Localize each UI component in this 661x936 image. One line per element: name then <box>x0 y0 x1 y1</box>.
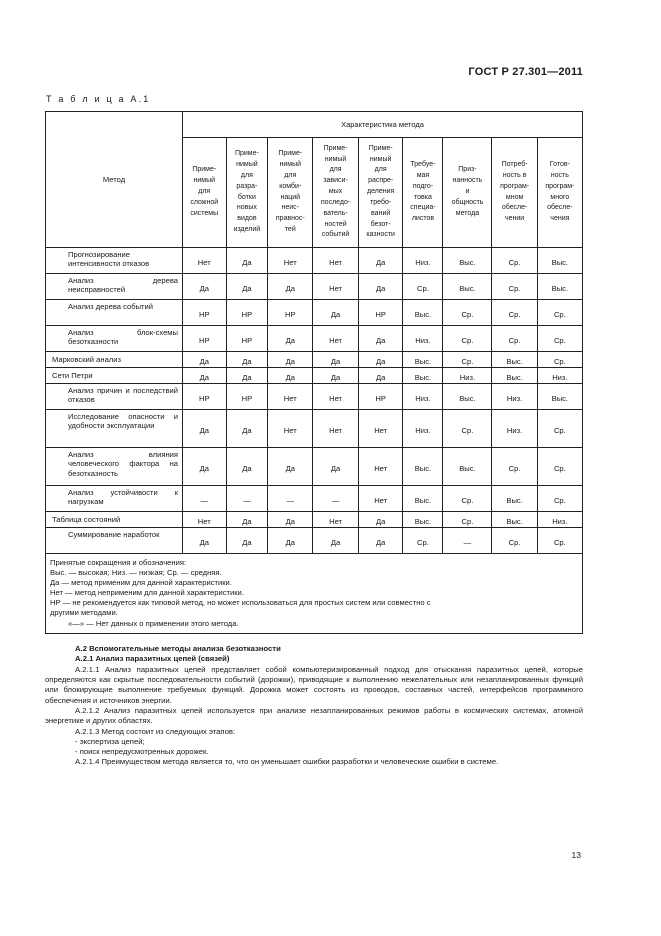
value-cell: Нет <box>358 486 403 512</box>
value-cell: Да <box>268 512 313 528</box>
value-cell: Ср. <box>492 248 537 274</box>
subsection-heading: А.2.1 Анализ паразитных цепей (связей) <box>75 654 230 664</box>
value-cell: Да <box>358 274 403 300</box>
value-cell: Нет <box>313 384 359 410</box>
value-cell: Ср. <box>443 410 492 448</box>
value-cell: Да <box>313 300 359 326</box>
value-cell: Ср. <box>443 326 492 352</box>
methods-table <box>45 111 583 634</box>
value-cell: Да <box>226 248 268 274</box>
value-cell: Выс. <box>537 274 582 300</box>
value-cell: Да <box>268 368 313 384</box>
method-cell: Прогнозирование интенсивности отказов <box>46 248 183 274</box>
table-row <box>46 410 583 448</box>
value-cell: Да <box>183 410 227 448</box>
value-cell: Да <box>313 368 359 384</box>
method-cell: Таблица состояний <box>46 512 183 528</box>
method-cell: Анализ устойчивости к нагрузкам <box>46 486 183 512</box>
value-cell: Да <box>268 528 313 554</box>
standard-code: ГОСТ Р 27.301—2011 <box>468 66 583 78</box>
value-cell: Да <box>226 352 268 368</box>
characteristics-group-header: Характеристика метода <box>183 112 583 138</box>
value-cell: Выс. <box>492 352 537 368</box>
value-cell: Да <box>268 274 313 300</box>
method-column-header: Метод <box>46 112 183 248</box>
method-cell: Сети Петри <box>46 368 183 384</box>
value-cell: Да <box>358 512 403 528</box>
value-cell: Низ. <box>537 368 582 384</box>
method-cell: Анализ дерева событий <box>46 300 183 326</box>
value-cell: Выс. <box>403 486 443 512</box>
method-cell: Анализ причин и последствий отказов <box>46 384 183 410</box>
value-cell: Ср. <box>443 300 492 326</box>
table-row <box>46 352 583 368</box>
value-cell: Ср. <box>443 512 492 528</box>
value-cell: — <box>443 528 492 554</box>
value-cell: Нет <box>183 512 227 528</box>
table-row <box>46 300 583 326</box>
value-cell: Ср. <box>492 274 537 300</box>
value-cell: Низ. <box>492 410 537 448</box>
value-cell: Выс. <box>492 486 537 512</box>
notes-line: другими методами. <box>50 608 118 618</box>
value-cell: Ср. <box>537 352 582 368</box>
notes-line: «—» — Нет данных о применении этого метода. <box>68 618 239 628</box>
value-cell: Нет <box>268 248 313 274</box>
column-header: Приз- нанность и общность метода <box>443 138 492 248</box>
value-cell: Да <box>183 368 227 384</box>
value-cell: НР <box>183 384 227 410</box>
value-cell: Нет <box>313 274 359 300</box>
value-cell: Выс. <box>492 512 537 528</box>
value-cell: Да <box>313 448 359 486</box>
column-header: Приме- нимый для распре- деления требо- ваний безот- казности <box>358 138 403 248</box>
value-cell: Да <box>358 248 403 274</box>
value-cell: Выс. <box>403 352 443 368</box>
value-cell: НР <box>358 384 403 410</box>
section-heading: А.2 Вспомогательные методы анализа безотказности <box>75 644 281 653</box>
method-cell: Исследование опасности и удобности эксплуатации <box>46 410 183 448</box>
list-item: - поиск непредусмотренных дорожек. <box>75 747 209 757</box>
column-header: Требуе- мая подго- товка специа- листов <box>403 138 443 248</box>
table-row <box>46 486 583 512</box>
value-cell: Низ. <box>403 248 443 274</box>
value-cell: Ср. <box>403 274 443 300</box>
value-cell: Ср. <box>443 352 492 368</box>
method-cell: Анализ влияния человеческого фактора на безотказность <box>46 448 183 486</box>
value-cell: Низ. <box>537 512 582 528</box>
notes-line: НР — не рекомендуется как типовой метод, но может использоваться для простых систем или совместно с <box>50 598 431 608</box>
value-cell: НР <box>268 300 313 326</box>
value-cell: Ср. <box>403 528 443 554</box>
value-cell: Выс. <box>537 248 582 274</box>
table-caption: Т а б л и ц а А.1 <box>46 94 151 104</box>
value-cell: НР <box>358 300 403 326</box>
value-cell: Ср. <box>492 528 537 554</box>
table-row <box>46 326 583 352</box>
value-cell: Да <box>226 410 268 448</box>
value-cell: Да <box>358 368 403 384</box>
value-cell: Ср. <box>492 326 537 352</box>
method-cell: Суммирование наработок <box>46 528 183 554</box>
value-cell: Да <box>183 274 227 300</box>
value-cell: Нет <box>358 448 403 486</box>
value-cell: Низ. <box>403 384 443 410</box>
column-header: Готов- ность програм- много обесле- чения <box>537 138 582 248</box>
list-item: - экспертиза цепей; <box>75 736 145 746</box>
value-cell: — <box>183 486 227 512</box>
value-cell: Ср. <box>537 300 582 326</box>
value-cell: Да <box>226 448 268 486</box>
body-text <box>45 644 583 768</box>
paragraph: А.2.1.4 Преимуществом метода является то, что он уменьшает ошибки разработки и человеческие ошибки в системе. <box>75 757 499 767</box>
table-row <box>46 384 583 410</box>
table-notes <box>46 554 583 634</box>
value-cell: Выс. <box>537 384 582 410</box>
notes-title: Принятые сокращения и обозначения: <box>50 558 187 567</box>
value-cell: Выс. <box>443 384 492 410</box>
value-cell: Нет <box>268 384 313 410</box>
column-header: Приме- нимый для комби- наций неис- правнос- тей <box>268 138 313 248</box>
table-row <box>46 248 583 274</box>
value-cell: Да <box>313 352 359 368</box>
column-header: Потреб- ность в програм- мном обесле- чении <box>492 138 537 248</box>
method-cell: Анализ блок-схемы безотказности <box>46 326 183 352</box>
paragraph: А.2.1.2 Анализ паразитных цепей используется при анализе незапланированных режимов работы в космических системах, атомной энергетике и других областях. <box>45 705 583 726</box>
value-cell: Ср. <box>537 448 582 486</box>
value-cell: Выс. <box>403 512 443 528</box>
value-cell: Выс. <box>443 448 492 486</box>
value-cell: Да <box>226 274 268 300</box>
value-cell: Да <box>268 326 313 352</box>
value-cell: Ср. <box>537 326 582 352</box>
value-cell: Ср. <box>443 486 492 512</box>
value-cell: Нет <box>313 512 359 528</box>
value-cell: Нет <box>358 410 403 448</box>
table-row <box>46 274 583 300</box>
paragraph: А.2.1.3 Метод состоит из следующих этапов: <box>75 726 236 736</box>
value-cell: Нет <box>268 410 313 448</box>
value-cell: Выс. <box>443 274 492 300</box>
page-number: 13 <box>571 850 581 860</box>
value-cell: — <box>313 486 359 512</box>
value-cell: Выс. <box>403 368 443 384</box>
value-cell: НР <box>226 384 268 410</box>
value-cell: Да <box>226 528 268 554</box>
value-cell: НР <box>226 300 268 326</box>
value-cell: Выс. <box>403 448 443 486</box>
notes-line: Выс. — высокая; Низ. — низкая; Ср. — средняя. <box>50 568 222 578</box>
value-cell: Низ. <box>443 368 492 384</box>
value-cell: Ср. <box>492 300 537 326</box>
value-cell: Да <box>268 448 313 486</box>
method-cell: Марковский анализ <box>46 352 183 368</box>
value-cell: — <box>268 486 313 512</box>
notes-line: Да — метод применим для данной характеристики. <box>50 578 232 588</box>
value-cell: Ср. <box>537 528 582 554</box>
value-cell: Да <box>183 528 227 554</box>
table-row <box>46 528 583 554</box>
value-cell: Да <box>358 352 403 368</box>
value-cell: Да <box>226 368 268 384</box>
value-cell: Нет <box>313 326 359 352</box>
value-cell: Нет <box>313 248 359 274</box>
table-row <box>46 368 583 384</box>
value-cell: Выс. <box>492 368 537 384</box>
value-cell: НР <box>226 326 268 352</box>
value-cell: Да <box>358 528 403 554</box>
table-row <box>46 448 583 486</box>
value-cell: Ср. <box>492 448 537 486</box>
column-header: Приме- нимый для сложной системы <box>183 138 227 248</box>
notes-line: Нет — метод неприменим для данной характеристики. <box>50 588 244 598</box>
value-cell: Да <box>268 352 313 368</box>
column-header: Приме- нимый для зависи- мых последо- ватель- ностей событий <box>313 138 359 248</box>
value-cell: Выс. <box>443 248 492 274</box>
table-row <box>46 512 583 528</box>
value-cell: Да <box>226 512 268 528</box>
value-cell: НР <box>183 300 227 326</box>
value-cell: Да <box>183 448 227 486</box>
value-cell: — <box>226 486 268 512</box>
column-header: Приме- нимый для разра- ботки новых видов изделий <box>226 138 268 248</box>
value-cell: Низ. <box>403 410 443 448</box>
value-cell: Да <box>313 528 359 554</box>
value-cell: НР <box>183 326 227 352</box>
value-cell: Выс. <box>403 300 443 326</box>
table-body <box>46 248 583 554</box>
value-cell: Низ. <box>492 384 537 410</box>
value-cell: Да <box>358 326 403 352</box>
paragraph: А.2.1.1 Анализ паразитных цепей представляет собой компьютеризированный подход для отыскания паразитных цепей, которые определяются как скрытые последовательности событий (дорожки), приводящие к выполнению нежелательных или незапланированных функций или блокирующие выполнение требуемых функций. Дорожка может состоять из проводов, составных частей, интерфейсов программного обеспечения и источников энергии. <box>45 664 583 705</box>
value-cell: Низ. <box>403 326 443 352</box>
method-cell: Анализ дерева неисправностей <box>46 274 183 300</box>
value-cell: Ср. <box>537 410 582 448</box>
value-cell: Ср. <box>537 486 582 512</box>
value-cell: Да <box>183 352 227 368</box>
value-cell: Нет <box>183 248 227 274</box>
value-cell: Нет <box>313 410 359 448</box>
